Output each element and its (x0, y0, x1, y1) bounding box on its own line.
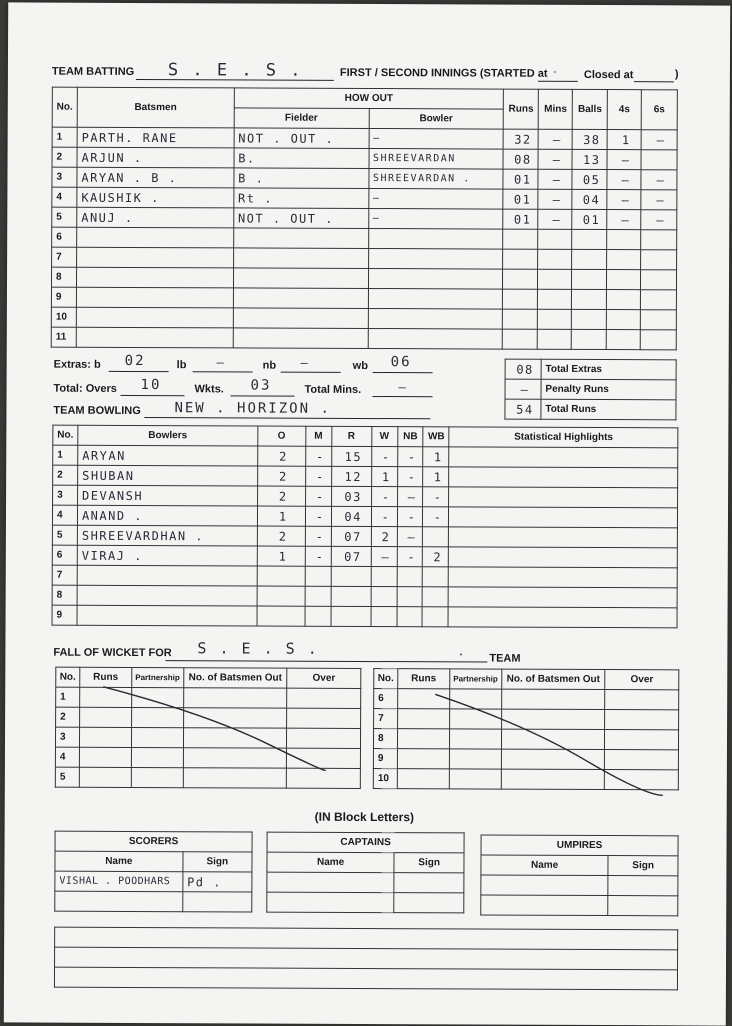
fow-team-dot: . (457, 644, 467, 659)
team-bowling-value: NEW . HORIZON . (174, 400, 331, 417)
wickets-cell: - (371, 447, 397, 467)
bowl-col-highlights: Statistical Highlights (449, 427, 678, 448)
fow-no: 4 (55, 747, 79, 767)
noballs-cell: - (397, 447, 423, 467)
extras-b-label: Extras: b (53, 358, 101, 371)
overs-cell: 1 (257, 506, 305, 526)
bowl-col-nb: NB (397, 427, 423, 447)
nb-value: — (300, 355, 310, 370)
wickets-cell: - (371, 507, 397, 527)
wickets-cell: 2 (371, 527, 397, 547)
nb-label: nb (262, 359, 277, 372)
maidens-cell: - (305, 466, 331, 486)
scorers-title: SCORERS (55, 831, 252, 852)
col-4s-header: 4s (607, 90, 641, 130)
bowling-no: 7 (52, 565, 77, 585)
fow-label: FALL OF WICKET FOR (53, 646, 172, 660)
scorers-name-header: Name (55, 851, 183, 872)
captains-sign-header: Sign (394, 853, 464, 873)
notes-row-3 (54, 967, 677, 990)
runs-cell: 01 (503, 209, 538, 229)
bowl-col-m: M (305, 426, 331, 446)
batting-no: 8 (51, 267, 76, 287)
wb-label: wb (352, 359, 368, 373)
bowling-no: 2 (53, 465, 78, 485)
bowl-runs-cell: 12 (331, 466, 371, 486)
mins-cell: — (538, 189, 572, 209)
bowler-cell: — (368, 209, 503, 230)
fow-no: 6 (374, 689, 398, 709)
fow-no: 8 (373, 729, 397, 749)
runs-cell: 08 (503, 149, 538, 169)
col-balls-header: Balls (572, 89, 607, 129)
captain-row2-sign (394, 893, 464, 913)
fowl-col-partnership: Partnership (132, 667, 184, 687)
batsman-name: ARYAN . B . (77, 167, 234, 188)
wickets-cell: - (371, 487, 397, 507)
fielder-cell: NOT . OUT . (234, 128, 369, 149)
overs-cell: 2 (258, 446, 306, 466)
captains-table (266, 832, 464, 914)
fow-no: 10 (373, 769, 397, 789)
noballs-cell: — (397, 487, 423, 507)
scorer-sign: Pd . (183, 872, 252, 892)
wides-cell: 2 (423, 547, 449, 567)
captains-title: CAPTAINS (267, 832, 464, 853)
wides-cell: 1 (423, 447, 449, 467)
col-runs-header: Runs (504, 89, 539, 129)
maidens-cell: - (305, 546, 331, 566)
batting-no: 7 (52, 247, 77, 267)
mins-cell: — (538, 129, 572, 149)
fow-left-strike (103, 687, 326, 770)
total-mins-value: — (398, 380, 408, 395)
bowling-no: 5 (52, 525, 77, 545)
batting-no: 9 (51, 287, 76, 307)
fours-cell: — (607, 170, 641, 190)
fowl-col-batsmen-out: No. of Batsmen Out (183, 668, 287, 688)
bowling-no: 1 (53, 445, 78, 465)
overs-cell: 1 (257, 546, 305, 566)
scorer-empty-name (55, 891, 183, 912)
total-overs-label: Total: Overs (53, 382, 117, 395)
fowr-col-no: No. (374, 669, 398, 689)
runs-cell: 01 (503, 189, 538, 209)
fow-no: 1 (56, 687, 80, 707)
maidens-cell: - (305, 526, 331, 546)
bowler-name: ANAND . (77, 505, 257, 526)
fow-right-strike (435, 694, 663, 795)
wkts-label: Wkts. (194, 383, 224, 396)
overs-cell: 2 (257, 466, 305, 486)
fowr-col-batsmen-out: No. of Batsmen Out (501, 669, 605, 689)
umpire-row2-name (481, 895, 608, 916)
noballs-cell: - (397, 507, 423, 527)
bowl-runs-cell: 15 (331, 446, 371, 466)
fow-team-label: TEAM (489, 652, 521, 665)
wb-value: 06 (390, 354, 412, 371)
mins-cell: — (538, 209, 572, 229)
runs-cell: 32 (503, 129, 538, 149)
wides-cell: 1 (423, 467, 449, 487)
fow-no: 9 (373, 749, 397, 769)
umpire-row1-sign (608, 876, 678, 896)
team-batting-value: S . E . S . (167, 60, 303, 81)
col-bowler-header: Bowler (369, 109, 504, 130)
fours-cell: — (607, 150, 641, 170)
umpires-table (480, 834, 678, 916)
sixes-cell: — (641, 210, 677, 230)
runs-cell: 01 (503, 169, 538, 189)
sixes-cell: — (641, 130, 677, 150)
bowl-runs-cell: 04 (331, 506, 371, 526)
fowl-col-over: Over (287, 668, 361, 688)
scorer-name: VISHAL . POODHARS (55, 871, 183, 892)
fow-no: 3 (55, 727, 79, 747)
bowl-runs-cell: 03 (331, 486, 371, 506)
batting-no: 2 (52, 147, 77, 167)
scorers-table (54, 831, 252, 913)
col-6s-header: 6s (641, 90, 677, 130)
fowl-col-runs: Runs (80, 667, 132, 687)
wkts-value: 03 (250, 377, 272, 394)
overs-value: 10 (140, 377, 162, 394)
sixes-cell: — (641, 190, 677, 210)
noballs-cell: — (397, 527, 423, 547)
maidens-cell: - (305, 506, 331, 526)
batting-no: 1 (52, 127, 77, 147)
balls-cell: 38 (572, 129, 607, 149)
bowl-col-w: W (371, 427, 397, 447)
notes-row-2 (55, 947, 678, 970)
bowl-col-o: O (258, 426, 306, 446)
col-mins-header: Mins (538, 89, 572, 129)
lb-label: lb (176, 359, 187, 372)
extras-b-value: 02 (124, 352, 146, 370)
started-value: - (551, 66, 560, 78)
bowler-cell: SHREEVARDAN (369, 149, 504, 170)
captain-row1-name (267, 872, 394, 893)
total-runs-label: Total Runs (541, 399, 676, 420)
fowr-col-over: Over (605, 670, 679, 690)
bowling-no: 9 (52, 605, 77, 625)
bowler-cell: — (368, 189, 503, 210)
fours-cell: 1 (607, 130, 641, 150)
bowl-col-wb: WB (423, 427, 449, 447)
bowler-name: VIRAJ . (77, 545, 257, 566)
closed-end: ) (674, 68, 679, 81)
wickets-cell: — (371, 547, 397, 567)
noballs-cell: - (397, 467, 423, 487)
sixes-cell: — (641, 170, 677, 190)
umpires-name-header: Name (481, 855, 608, 876)
fow-no: 7 (374, 709, 398, 729)
fielder-cell: Rt . (234, 188, 369, 209)
captain-row2-name (267, 892, 394, 913)
noballs-cell: - (397, 547, 423, 567)
balls-cell: 04 (572, 189, 607, 209)
total-extras-label: Total Extras (541, 359, 676, 380)
fow-no: 2 (56, 707, 80, 727)
fielder-cell: B . (234, 168, 369, 189)
total-extras-value: 08 (505, 359, 541, 379)
overs-cell: 2 (257, 526, 305, 546)
fielder-cell: B. (234, 148, 369, 169)
balls-cell: 13 (572, 149, 607, 169)
bowler-name: SHREEVARDHAN . (77, 525, 257, 546)
col-fielder-header: Fielder (234, 108, 369, 129)
mins-cell: — (538, 169, 572, 189)
lb-value: — (216, 355, 226, 370)
bowling-no: 3 (53, 485, 78, 505)
fours-cell: — (607, 190, 641, 210)
batting-no: 3 (52, 167, 77, 187)
wides-cell: - (423, 507, 449, 527)
closed-label: Closed at (583, 68, 634, 82)
batting-no: 11 (51, 327, 76, 347)
batting-no: 10 (51, 307, 76, 327)
col-batsmen-header: Batsmen (77, 87, 234, 128)
notes-box (54, 927, 678, 991)
scorers-sign-header: Sign (183, 852, 252, 872)
batting-no: 5 (52, 207, 77, 227)
batsman-name: ARJUN . (77, 147, 234, 168)
bowling-no: 8 (52, 585, 77, 605)
batsman-name: KAUSHIK . (77, 187, 234, 208)
fielder-cell: NOT . OUT . (233, 208, 368, 229)
scorer-empty-sign (182, 892, 251, 912)
umpire-row1-name (481, 875, 608, 896)
bowl-col-bowlers: Bowlers (78, 425, 258, 446)
col-no-header: No. (52, 87, 77, 127)
captain-row1-sign (394, 873, 464, 893)
total-runs-value: 54 (505, 399, 541, 419)
fowr-col-runs: Runs (398, 669, 450, 689)
overs-cell: 2 (257, 486, 305, 506)
wides-cell: - (423, 487, 449, 507)
fowl-col-no: No. (56, 667, 80, 687)
notes-row-1 (55, 927, 678, 950)
bowler-cell: SHREEVARDAN . (368, 169, 503, 190)
penalty-runs-value: — (505, 379, 541, 399)
umpires-sign-header: Sign (608, 856, 678, 876)
batting-no: 6 (52, 227, 77, 247)
scoresheet (4, 2, 730, 1025)
umpire-row2-sign (608, 896, 678, 916)
bowler-name: ARYAN (78, 445, 258, 466)
fow-team-value: S . E . S . (197, 639, 319, 658)
total-mins-label: Total Mins. (304, 383, 362, 396)
maidens-cell: - (305, 486, 331, 506)
fowr-col-partnership: Partnership (450, 669, 502, 689)
bowler-name: SHUBAN (78, 465, 258, 486)
batting-no: 4 (52, 187, 77, 207)
team-bowling-label: TEAM BOWLING (53, 404, 141, 418)
mins-cell: — (538, 149, 572, 169)
innings-label: FIRST / SECOND INNINGS (STARTED at (339, 66, 548, 80)
col-how-out-header: HOW OUT (234, 88, 504, 109)
bowling-no: 6 (52, 545, 77, 565)
batsman-name: PARTH. RANE (77, 127, 234, 148)
team-batting-label: TEAM BATTING (51, 65, 135, 78)
penalty-runs-label: Penalty Runs (541, 379, 676, 400)
fours-cell: — (607, 210, 641, 230)
fow-no: 5 (55, 767, 79, 787)
bowl-col-r: R (331, 426, 371, 446)
bowl-runs-cell: 07 (331, 526, 371, 546)
balls-cell: 05 (572, 169, 607, 189)
umpires-title: UMPIRES (481, 835, 678, 856)
block-letters-label: (IN Block Letters) (314, 809, 415, 825)
captains-name-header: Name (267, 852, 394, 873)
maidens-cell: - (305, 446, 331, 466)
bowl-col-no: No. (53, 425, 78, 445)
batsman-name: ANUJ . (77, 207, 234, 228)
bowling-no: 4 (52, 505, 77, 525)
wickets-cell: 1 (371, 467, 397, 487)
bowler-cell: — (369, 129, 504, 150)
bowler-name: DEVANSH (78, 485, 258, 506)
balls-cell: 01 (572, 209, 607, 229)
bowl-runs-cell: 07 (331, 546, 371, 566)
